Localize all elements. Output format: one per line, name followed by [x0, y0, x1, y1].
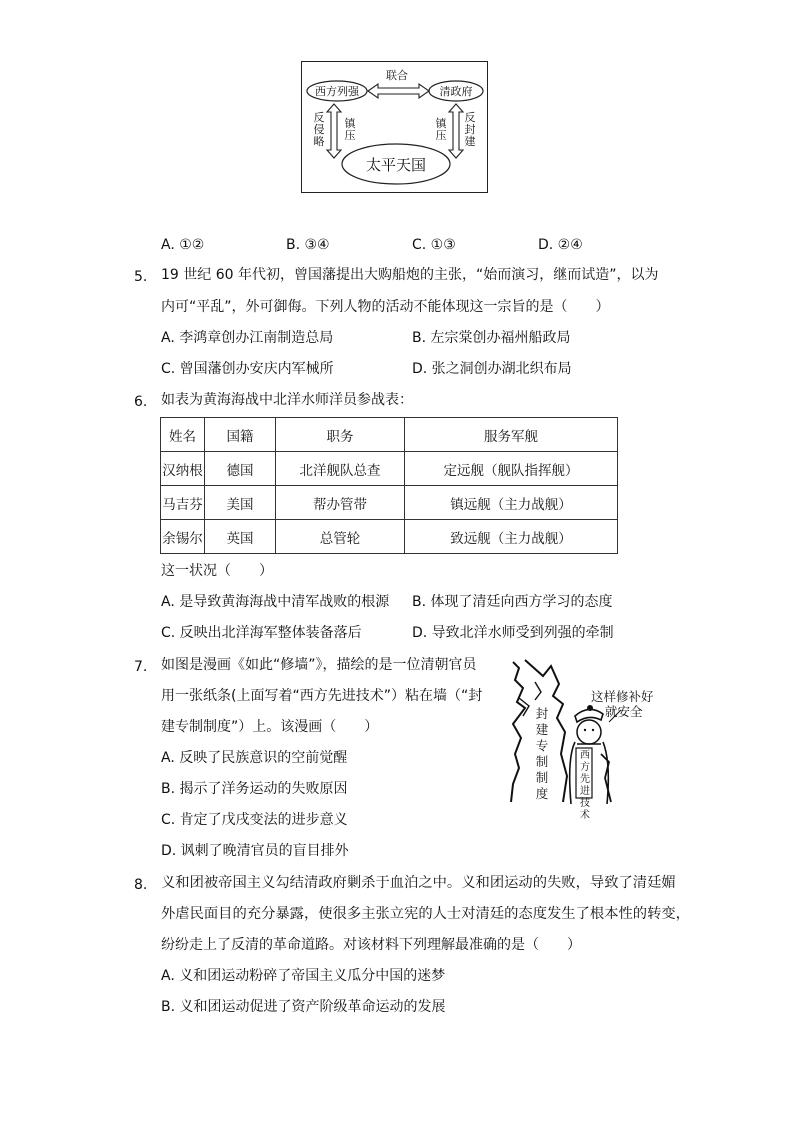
- table-cell: 致远舰（主力战舰）: [405, 520, 618, 554]
- table-header-cell: 职务: [276, 418, 405, 452]
- q7-option-d[interactable]: D. 讽刺了晚清官员的盲目排外: [161, 843, 349, 859]
- paper-label: 西方先进技术: [580, 750, 590, 821]
- table-row: [161, 452, 618, 486]
- west-label: 西方列强: [315, 85, 359, 98]
- q6-option-d[interactable]: D. 导致北洋水师受到列强的牵制: [412, 625, 614, 641]
- q7-option-b[interactable]: B. 揭示了洋务运动的失败原因: [161, 781, 348, 797]
- table-cell: 余锡尔: [161, 520, 205, 554]
- qing-label: 清政府: [439, 85, 473, 98]
- left-arrow: [327, 104, 341, 158]
- speech-line-2: 就安全: [605, 704, 643, 719]
- table-header-cell: 国籍: [205, 418, 276, 452]
- table-cell: 德国: [205, 452, 276, 486]
- q5-option-b[interactable]: B. 左宗棠创办福州船政局: [412, 330, 571, 346]
- q8-stem-line-3: 纷纷走上了反清的革命道路。对该材料下列理解最准确的是（ ）: [161, 937, 581, 953]
- table-row: [161, 486, 618, 520]
- officers-table: [160, 417, 618, 554]
- history-diagram: [301, 61, 488, 193]
- union-arrow: [368, 84, 429, 98]
- q4-option-b[interactable]: B. ③④: [286, 237, 330, 253]
- right-arrow: [449, 104, 463, 158]
- wall-label: 封建专制制度: [535, 706, 549, 801]
- table-cell: 总管轮: [276, 520, 405, 554]
- q4-option-d[interactable]: D. ②④: [538, 237, 583, 253]
- table-cell: 马吉芬: [161, 486, 205, 520]
- q5-option-d[interactable]: D. 张之洞创办湖北织布局: [412, 361, 572, 377]
- q7-option-c[interactable]: C. 肯定了戊戌变法的进步意义: [161, 812, 348, 828]
- q6-number: 6.: [134, 394, 148, 410]
- q6-option-c[interactable]: C. 反映出北洋海军整体装备落后: [161, 625, 362, 641]
- q4-option-c[interactable]: C. ①③: [412, 237, 456, 253]
- table-cell: 北洋舰队总查: [276, 452, 405, 486]
- anti-feudal-label: 反封建: [464, 111, 476, 148]
- q5-number: 5.: [134, 269, 148, 285]
- q7-stem-line-2: 用一张纸条(上面写着“西方先进技术”）粘在墙（“封: [161, 688, 483, 704]
- q8-stem-line-1: 义和团被帝国主义勾结清政府剿杀于血泊之中。义和团运动的失败，导致了清廷媚: [161, 875, 676, 891]
- table-header-cell: 姓名: [161, 418, 205, 452]
- table-cell: 美国: [205, 486, 276, 520]
- anti-aggression-label: 反侵略: [313, 111, 325, 148]
- table-cell: 汉纳根: [161, 452, 205, 486]
- q7-option-a[interactable]: A. 反映了民族意识的空前觉醒: [161, 750, 348, 766]
- q8-option-b[interactable]: B. 义和团运动促进了资产阶级革命运动的发展: [161, 999, 446, 1015]
- q8-number: 8.: [134, 877, 148, 893]
- union-label: 联合: [386, 69, 408, 82]
- q5-option-c[interactable]: C. 曾国藩创办安庆内军械所: [161, 361, 334, 377]
- suppress-left-label: 镇压: [344, 117, 356, 142]
- q6-option-a[interactable]: A. 是导致黄海海战中清军战败的根源: [161, 594, 390, 610]
- q5-stem-line-2: 内可“平乱”，外可御侮。下列人物的活动不能体现这一宗旨的是（ ）: [161, 299, 610, 315]
- q5-stem-line-1: 19 世纪 60 年代初，曾国藩提出大购船炮的主张，“始而演习，继而试造”，以为: [161, 267, 659, 283]
- table-row: [161, 520, 618, 554]
- speech-line-1: 这样修补好: [591, 689, 654, 704]
- suppress-right-label: 镇压: [435, 117, 447, 142]
- table-cell: 镇远舰（主力战舰）: [405, 486, 618, 520]
- q7-number: 7.: [134, 659, 148, 675]
- table-cell: 帮办管带: [276, 486, 405, 520]
- table-header-row: [161, 418, 618, 452]
- cartoon-image: [505, 658, 660, 821]
- q5-option-a[interactable]: A. 李鸿章创办江南制造总局: [161, 330, 334, 346]
- q8-option-a[interactable]: A. 义和团运动粉碎了帝国主义瓜分中国的迷梦: [161, 968, 446, 984]
- taiping-label: 太平天国: [365, 156, 426, 174]
- q6-option-b[interactable]: B. 体现了清廷向西方学习的态度: [412, 594, 613, 610]
- q7-stem-line-3: 建专制制度”）上。该漫画（ ）: [161, 719, 379, 735]
- table-header-cell: 服务军舰: [405, 418, 618, 452]
- table-cell: 定远舰（舰队指挥舰）: [405, 452, 618, 486]
- q7-stem-line-1: 如图是漫画《如此“修墙”》，描绘的是一位清朝官员: [161, 657, 477, 673]
- q6-after: 这一状况（ ）: [161, 563, 273, 579]
- q8-stem-line-2: 外虐民面目的充分暴露，使很多主张立宪的人士对清廷的态度发生了根本性的转变，: [161, 906, 690, 922]
- table-cell: 英国: [205, 520, 276, 554]
- q6-stem: 如表为黄海海战中北洋水师洋员参战表：: [161, 392, 413, 408]
- q4-option-a[interactable]: A. ①②: [161, 237, 205, 253]
